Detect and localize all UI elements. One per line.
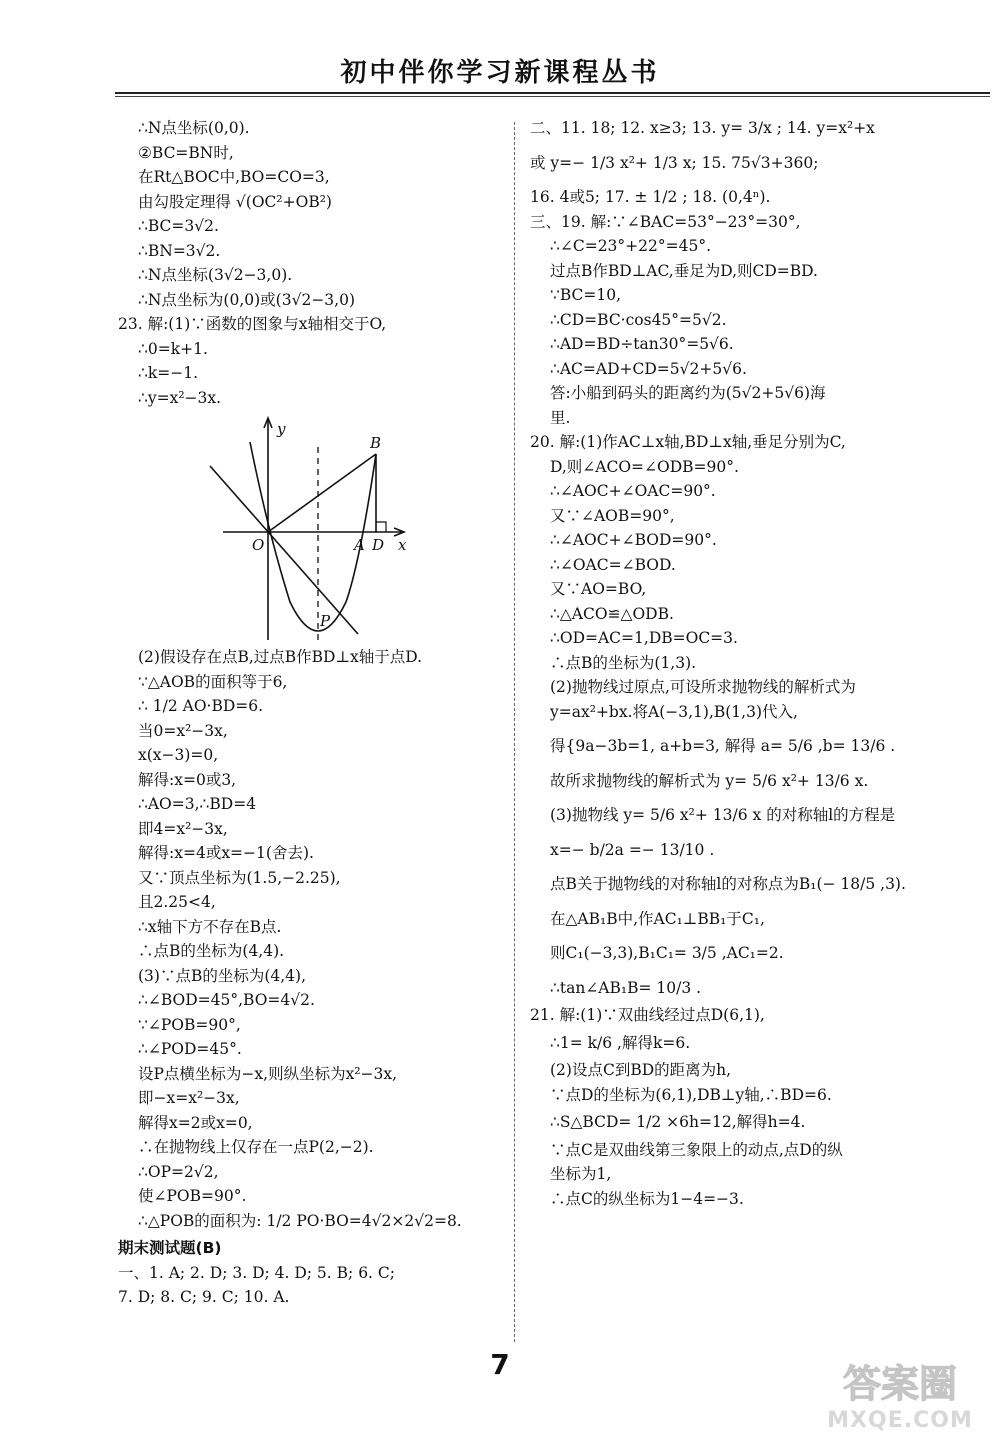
label-p: P <box>320 612 331 630</box>
label-o: O <box>252 536 265 554</box>
text-line: ∴∠AOC+∠BOD=90°. <box>550 531 717 549</box>
problem-19-heading: 三、19. 解:∵∠BAC=53°−23°=30°, <box>530 212 801 231</box>
text-line: 解得:x=0或3, <box>138 770 237 789</box>
left-column <box>118 116 503 1310</box>
text-line: 又∵AO=BO, <box>550 580 647 598</box>
text-line: (2)设点C到BD的距离为h, <box>550 1061 732 1079</box>
column-divider <box>514 122 515 1342</box>
text-line: 又∵顶点坐标为(1.5,−2.25), <box>138 868 341 887</box>
text-line: ∴BC=3√2. <box>138 217 219 235</box>
label-a: A <box>354 536 365 554</box>
text-line: ∴N点坐标为(0,0)或(3√2−3,0) <box>138 290 356 309</box>
page-number: 7 <box>490 1348 510 1381</box>
text-line: ∴△POB的面积为: 1/2 PO·BO=4√2×2√2=8. <box>138 1211 462 1230</box>
text-line: ∴0=k+1. <box>138 339 208 358</box>
text-line: 得{9a−3b=1, a+b=3, 解得 a= 5/6 ,b= 13/6 . <box>550 737 896 755</box>
text-line: ∴k=−1. <box>138 364 199 382</box>
text-line: 即−x=x²−3x, <box>138 1089 240 1107</box>
text-line: ∴AD=BD÷tan30°=5√6. <box>550 335 734 353</box>
text-line: (3)抛物线 y= 5/6 x²+ 13/6 x 的对称轴l的方程是 <box>550 806 896 824</box>
text-line: ∴S△BCD= 1/2 ×6h=12,解得h=4. <box>550 1113 806 1131</box>
text-line: ∵∠POB=90°, <box>138 1015 241 1034</box>
text-line: ∴点B的坐标为(4,4). <box>138 942 285 960</box>
text-line: ∵△AOB的面积等于6, <box>138 672 288 691</box>
section-title: 期末测试题(B) <box>118 1239 222 1257</box>
watermark-text-bottom: MXQE.COM <box>827 1408 973 1433</box>
text-line: D,则∠ACO=∠ODB=90°. <box>550 457 739 476</box>
text-line: ∴OP=2√2, <box>138 1162 219 1181</box>
text-line: 解得:x=4或x=−1(舍去). <box>138 844 314 862</box>
right-angle-mark <box>376 522 386 532</box>
text-line: ∴N点坐标(0,0). <box>138 119 250 137</box>
text-line: 在Rt△BOC中,BO=CO=3, <box>138 168 330 186</box>
problem-23-heading: 23. 解:(1)∵函数的图象与x轴相交于O, <box>118 315 387 333</box>
text-line: ∴N点坐标(3√2−3,0). <box>138 266 293 284</box>
text-line: ∴AO=3,∴BD=4 <box>138 795 257 813</box>
text-line: ∴点C的纵坐标为1−4=−3. <box>550 1189 744 1208</box>
label-x: x <box>398 536 407 554</box>
text-line: ∴y=x²−3x. <box>138 388 222 407</box>
text-line: ∴1= k/6 ,解得k=6. <box>550 1033 691 1052</box>
text-line: ∴tan∠AB₁B= 10/3 . <box>550 978 702 997</box>
text-line: 解得x=2或x=0, <box>138 1113 253 1132</box>
text-line: ∴∠BOD=45°,BO=4√2. <box>138 991 315 1009</box>
text-line: ∵点C是双曲线第三象限上的动点,点D的纵 <box>550 1140 843 1159</box>
text-line: ∴∠C=23°+22°=45°. <box>550 237 712 255</box>
text-line: 当0=x²−3x, <box>138 721 228 740</box>
text-line: ∴∠OAC=∠BOD. <box>550 555 676 574</box>
page-header <box>0 52 1000 89</box>
watermark-logo <box>815 1353 985 1433</box>
text-line: 又∵∠AOB=90°, <box>550 506 675 525</box>
problem-21-heading: 21. 解:(1)∵双曲线经过点D(6,1), <box>530 1006 765 1024</box>
text-line: ∴∠AOC+∠OAC=90°. <box>550 482 716 500</box>
answer-line: 7. D; 8. C; 9. C; 10. A. <box>118 1288 290 1306</box>
text-line: 里. <box>550 408 571 427</box>
text-line: ∵点D的坐标为(6,1),DB⊥y轴,∴BD=6. <box>550 1085 832 1104</box>
text-line: (3)∵点B的坐标为(4,4), <box>138 966 307 985</box>
text-line: 点B关于抛物线的对称轴l的对称点为B₁(− 18/5 ,3). <box>550 875 906 893</box>
text-line: ∴AC=AD+CD=5√2+5√6. <box>550 359 747 378</box>
text-line: 则C₁(−3,3),B₁C₁= 3/5 ,AC₁=2. <box>550 944 784 962</box>
header-rule <box>115 92 990 94</box>
text-line: ∴OD=AC=1,DB=OC=3. <box>550 629 738 647</box>
text-line: ∴点B的坐标为(1,3). <box>550 653 697 672</box>
parabola-graph <box>198 412 498 642</box>
text-line: x=− b/2a =− 13/10 . <box>550 840 715 859</box>
text-line: ∴BN=3√2. <box>138 241 221 260</box>
text-line: 在△AB₁B中,作AC₁⊥BB₁于C₁, <box>550 909 765 928</box>
text-line: ∴ 1/2 AO·BD=6. <box>138 697 264 715</box>
text-line: y=ax²+bx.将A(−3,1),B(1,3)代入, <box>550 702 798 721</box>
header-title: 初中伴你学习新课程丛书 <box>340 58 660 88</box>
label-y: y <box>277 420 286 438</box>
header-rule-thin <box>115 96 990 97</box>
text-line: 设P点横坐标为−x,则纵坐标为x²−3x, <box>138 1064 398 1083</box>
text-line: ∴在抛物线上仅存在一点P(2,−2). <box>138 1138 374 1156</box>
text-line: ∴x轴下方不存在B点. <box>138 917 282 936</box>
right-column <box>530 116 970 1211</box>
text-line: ②BC=BN时, <box>138 143 234 162</box>
text-line: 故所求抛物线的解析式为 y= 5/6 x²+ 13/6 x. <box>550 771 869 790</box>
text-line: 由勾股定理得 √(OC²+OB²) <box>138 192 332 211</box>
line-ob <box>268 454 376 532</box>
label-b: B <box>370 434 382 452</box>
problem-20-heading: 20. 解:(1)作AC⊥x轴,BD⊥x轴,垂足分别为C, <box>530 433 846 451</box>
text-line: 过点B作BD⊥AC,垂足为D,则CD=BD. <box>550 261 818 280</box>
text-line: ∴∠POD=45°. <box>138 1040 242 1058</box>
watermark-text-top: 答案圈 <box>842 1362 958 1406</box>
text-line: 且2.25<4, <box>138 893 216 911</box>
answer-line: 一、1. A; 2. D; 3. D; 4. D; 5. B; 6. C; <box>118 1263 395 1282</box>
label-d: D <box>372 536 385 554</box>
text-line: ∵BC=10, <box>550 286 622 304</box>
text-line: ∴CD=BC·cos45°=5√2. <box>550 310 727 329</box>
text-line: 即4=x²−3x, <box>138 819 228 838</box>
text-line: 坐标为1, <box>550 1165 612 1183</box>
text-line: x(x−3)=0, <box>138 746 219 764</box>
text-line: 答:小船到码头的距离约为(5√2+5√6)海 <box>550 384 826 402</box>
answer-line: 二、11. 18; 12. x≥3; 13. y= 3/x ; 14. y=x²+x <box>530 119 875 137</box>
line-op <box>210 466 358 634</box>
text-line: (2)假设存在点B,过点B作BD⊥x轴于点D. <box>138 648 423 666</box>
text-line: 使∠POB=90°. <box>138 1187 247 1205</box>
text-line: (2)抛物线过原点,可设所求抛物线的解析式为 <box>550 678 856 696</box>
answer-line: 16. 4或5; 17. ± 1/2 ; 18. (0,4ⁿ). <box>530 188 771 206</box>
text-line: ∴△ACO≌△ODB. <box>550 604 674 623</box>
answer-line: 或 y=− 1/3 x²+ 1/3 x; 15. 75√3+360; <box>530 153 819 172</box>
